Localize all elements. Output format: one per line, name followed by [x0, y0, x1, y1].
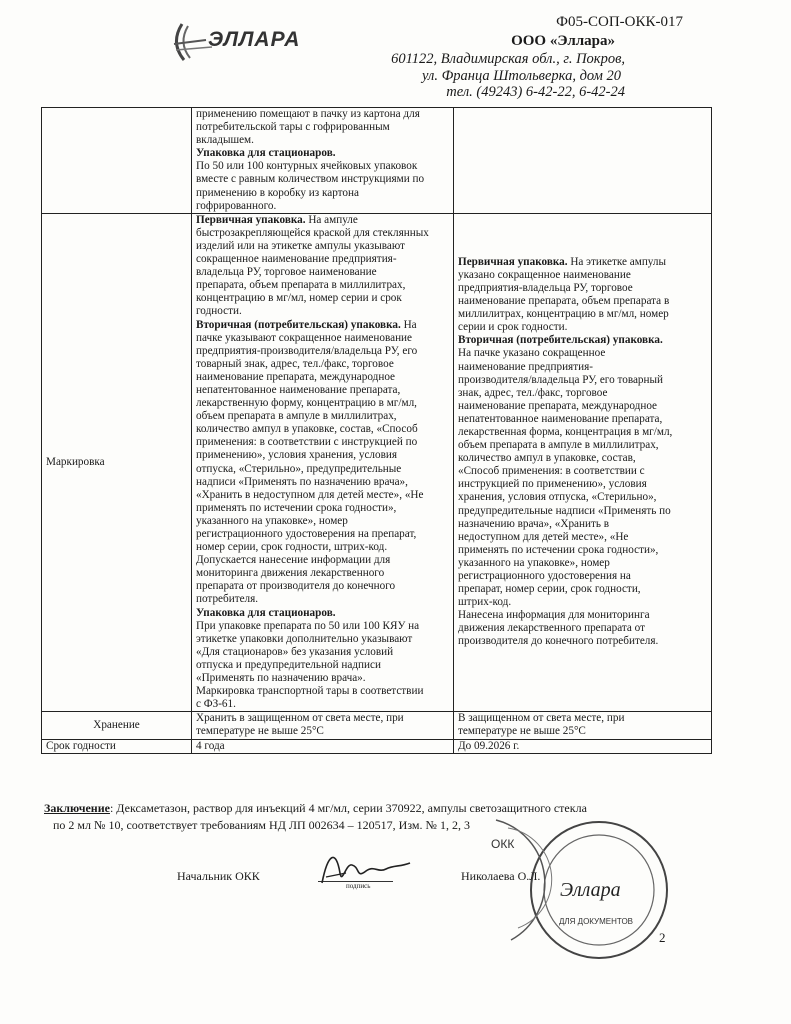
- table-cell: [42, 108, 192, 214]
- company-phone: тел. (49243) 6-42-22, 6-42-24: [446, 84, 625, 100]
- text-line: изделий или на этикетке ампулы указывают: [196, 239, 405, 252]
- text-line: наименование препарата, международное: [458, 399, 658, 412]
- text-line: регистрационного удостоверения на препарат,: [196, 528, 417, 540]
- text-line: непатентованное наименование препарата,: [196, 383, 401, 396]
- text-line: потребителя.: [196, 593, 259, 606]
- text-line: вкладышем.: [196, 134, 254, 147]
- text-line: лекарственную форму, концентрацию в мг/мл,: [196, 397, 417, 410]
- text-line: предприятия-владельца РУ, торговое: [458, 281, 633, 294]
- handwritten-signature: [316, 843, 416, 893]
- text-line: На пачке указано сокращенное: [458, 347, 606, 360]
- text-line: назначению врача», «Хранить в: [458, 517, 610, 530]
- text-line: серии и срок годности.: [458, 321, 568, 334]
- text-line: с ФЗ-61.: [196, 698, 236, 711]
- text-line: потребительской тары с гофрированным: [196, 121, 390, 134]
- row-label-storage: Хранение: [42, 712, 192, 739]
- text-line: миллилитрах, концентрацию в мг/мл, номер: [458, 308, 669, 321]
- text-line: хранения, условия отпуска, «Стерильно»,: [458, 491, 657, 504]
- stamp-main-text: Эллара: [560, 879, 621, 901]
- text-line: знак, адрес, тел./факс, торговое: [458, 386, 608, 399]
- text-line: применению», условия хранения, условия: [196, 449, 398, 462]
- text-line: количество ампул в упаковке, состав, «Способ: [196, 423, 418, 436]
- text-line: этикетке упаковки дополнительно указывают: [196, 632, 413, 645]
- text-line: объем препарата в ампуле в миллилитрах,: [196, 410, 397, 423]
- text-line: Хранить в защищенном от света месте, при: [196, 712, 404, 725]
- section-heading: Вторичная (потребительская) упаковка.: [196, 318, 401, 331]
- text-line: номер серии, срок годности, штрих-код.: [196, 541, 388, 554]
- text-line: предупредительные надписи «Применять по: [458, 504, 671, 517]
- text-line: инструкцией по применению», условия: [458, 478, 647, 491]
- text-fragment: На ампуле: [305, 213, 358, 226]
- text-line: Допускается нанесение информации для: [196, 554, 391, 567]
- section-heading: Упаковка для стационаров.: [196, 606, 336, 619]
- table-cell: [454, 712, 712, 739]
- text-line: указанного на упаковке», номер: [458, 556, 610, 569]
- table-cell: [192, 712, 454, 739]
- conclusion-text-line-2: по 2 мл № 10, соответствует требованиям НД ЛП 002634 – 120517, Изм. № 1, 2, 3: [53, 818, 470, 832]
- text-line: применению помещают в пачку из картона для: [196, 108, 420, 120]
- text-line: быстрозакрепляющейся краской для стеклянных: [196, 226, 429, 239]
- text-line: владельца РУ, торговое наименование: [196, 266, 377, 279]
- text-line: недоступном для детей месте», «Не: [458, 530, 629, 543]
- text-line: применять по истечении срока годности»,: [196, 501, 397, 514]
- text-line: указано сокращенное наименование: [458, 268, 631, 281]
- text-line: производителя до конечного потребителя.: [458, 635, 659, 648]
- text-line: наименование препарата, объем препарата в: [458, 295, 670, 308]
- comparison-table: [41, 107, 712, 754]
- signatory-role: Начальник ОКК: [177, 869, 260, 883]
- table-cell: [192, 108, 454, 214]
- company-address-line-2: ул. Франца Штольверка, дом 20: [422, 68, 621, 84]
- text-line: регистрационного удостоверения на: [458, 570, 631, 582]
- text-line: движения лекарственного препарата от: [458, 622, 645, 635]
- conclusion-label: Заключение: [44, 801, 110, 815]
- text-line: «Для стационаров» без указания условий: [196, 645, 394, 658]
- text-line: надписи «Применять по назначению врача»,: [196, 475, 408, 488]
- text-line: По 50 или 100 контурных ячейковых упаковок: [196, 160, 418, 173]
- text-line: температуре не выше 25°С: [196, 725, 324, 738]
- table-row-packaging: [42, 108, 712, 214]
- logo-text: ЭЛЛАРА: [208, 28, 301, 51]
- stamp-sub-text: ДЛЯ ДОКУМЕНТОВ: [559, 917, 634, 926]
- text-line: температуре не выше 25°С: [458, 725, 586, 738]
- text-line: сокращенное наименование предприятия-: [196, 253, 397, 266]
- text-line: В защищенном от света месте, при: [458, 712, 625, 725]
- text-line: отпуска и предупредительной надписи: [196, 658, 381, 671]
- section-heading: Упаковка для стационаров.: [196, 147, 336, 160]
- text-line: пачке указывают сокращенное наименование: [196, 331, 413, 344]
- text-line: Маркировка транспортной тары в соответствии: [196, 685, 424, 698]
- form-code: Ф05-СОП-ОКК-017: [556, 14, 683, 30]
- text-fragment: На этикетке ампулы: [567, 255, 667, 268]
- stamp-okk-text: ОКК: [491, 837, 515, 851]
- signatory-name: Николаева О.Л.: [461, 869, 541, 883]
- text-line: вместе с равным количеством инструкциями по: [196, 173, 425, 186]
- text-line: препарата от производителя до конечного: [196, 580, 396, 593]
- text-line: наименование предприятия-: [458, 360, 593, 373]
- text-line: Нанесена информация для мониторинга: [458, 609, 650, 622]
- text-line: предприятия-производителя/владельца РУ, его: [196, 344, 418, 357]
- text-line: объем препарата в ампуле в миллилитрах,: [458, 439, 659, 452]
- text-line: количество ампул в упаковке, состав,: [458, 452, 636, 465]
- table-row-marking: [42, 213, 712, 712]
- conclusion-text: : Дексаметазон, раствор для инъекций 4 мг/мл, серии 370922, ампулы светозащитного стекла: [109, 801, 587, 815]
- text-line: штрих-код.: [458, 596, 512, 609]
- company-address-line-1: 601122, Владимирская обл., г. Покров,: [391, 51, 625, 67]
- company-name: ООО «Эллара»: [511, 33, 615, 49]
- text-line: применению в коробку из картона: [196, 186, 359, 199]
- text-line: «Хранить в недоступном для детей месте», «Не: [196, 488, 424, 501]
- signature-caption: подпись: [346, 882, 371, 890]
- marking-actual-cell: [454, 213, 712, 712]
- text-line: применения: в соответствии с инструкцией по: [196, 436, 418, 449]
- section-heading: Вторичная (потребительская) упаковка.: [458, 334, 663, 347]
- text-line: гофрированного.: [196, 199, 277, 212]
- text-line: непатентованное наименование препарата,: [458, 412, 663, 425]
- text-line: препарат, номер серии, срок годности,: [458, 583, 641, 596]
- text-line: товарный знак, адрес, тел./факс, торговое: [196, 357, 394, 370]
- text-fragment: На: [400, 318, 417, 331]
- text-line: лекарственная форма, концентрация в мг/мл,: [458, 425, 673, 438]
- table-cell: 4 года: [192, 739, 454, 753]
- text-line: «Применять по назначению врача».: [196, 672, 366, 685]
- text-line: наименование препарата, международное: [196, 370, 396, 383]
- table-row-shelf-life: [42, 739, 712, 753]
- text-line: годности.: [196, 305, 242, 318]
- text-line: «Способ применения: в соответствии с: [458, 465, 645, 478]
- text-line: применять по истечении срока годности»,: [458, 543, 659, 556]
- text-line: препарата, объем препарата в миллилитрах,: [196, 279, 406, 292]
- row-label-marking: Маркировка: [42, 213, 192, 712]
- page-number: 2: [659, 930, 666, 945]
- text-line: При упаковке препарата по 50 или 100 КЯУ на: [196, 619, 420, 632]
- marking-requirement-cell: [192, 213, 454, 712]
- table-cell: [454, 108, 712, 214]
- section-heading: Первичная упаковка.: [458, 255, 568, 268]
- text-line: отпуска, «Стерильно», предупредительные: [196, 462, 402, 475]
- text-line: мониторинга движения лекарственного: [196, 567, 385, 580]
- row-label-shelf-life: Срок годности: [42, 739, 192, 753]
- section-heading: Первичная упаковка.: [196, 213, 306, 226]
- table-row-storage: [42, 712, 712, 739]
- text-line: указанного на упаковке», номер: [196, 514, 348, 527]
- text-line: концентрацию в мг/мл, номер серии и срок: [196, 292, 402, 305]
- table-cell: До 09.2026 г.: [454, 739, 712, 753]
- text-line: производителя/владельца РУ, его товарный: [458, 373, 664, 386]
